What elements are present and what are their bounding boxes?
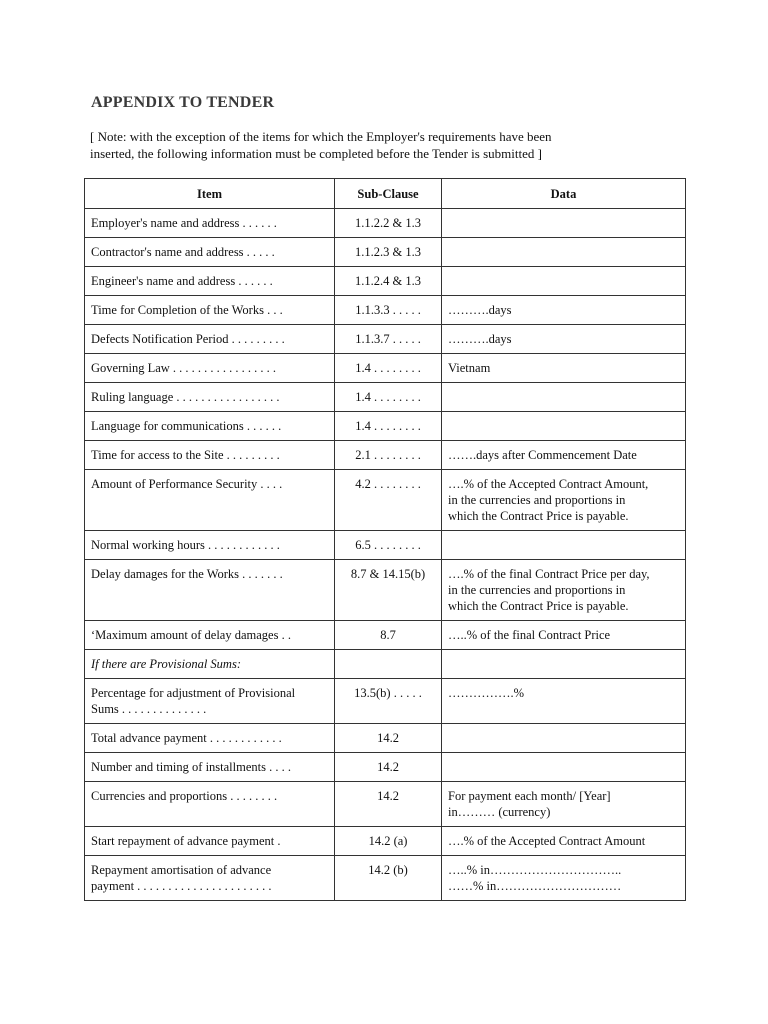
header-sub-clause: Sub-Clause: [335, 179, 442, 209]
item-cell: [85, 470, 335, 531]
item-text: Contractor's name and address . . . . .: [91, 245, 275, 259]
table-row: [85, 753, 686, 782]
sub-clause-cell: 1.4 . . . . . . . .: [335, 354, 442, 383]
tender-note: [90, 128, 650, 162]
data-text: ……% in…………………………: [448, 879, 622, 893]
item-cell: [85, 753, 335, 782]
table-row: [85, 470, 686, 531]
data-cell: [442, 560, 686, 621]
sub-clause-cell: 1.4 . . . . . . . .: [335, 383, 442, 412]
data-text: …..% of the final Contract Price: [448, 628, 611, 642]
table-row: [85, 650, 686, 679]
item-cell: [85, 267, 335, 296]
sub-clause-cell: 1.1.3.7 . . . . .: [335, 325, 442, 354]
item-text: If there are Provisional Sums:: [91, 657, 241, 671]
data-cell: [442, 325, 686, 354]
item-cell: [85, 296, 335, 325]
table-row: [85, 354, 686, 383]
table-body: [85, 209, 686, 901]
data-text: ….% of the Accepted Contract Amount: [448, 834, 646, 848]
sub-clause-cell: 8.7 & 14.15(b): [335, 560, 442, 621]
data-text: ….% of the Accepted Contract Amount,: [448, 477, 649, 491]
item-text: Repayment amortisation of advance: [91, 863, 272, 877]
table-row: [85, 560, 686, 621]
data-cell: [442, 383, 686, 412]
data-text: For payment each month/ [Year]: [448, 789, 611, 803]
item-cell: [85, 724, 335, 753]
data-text: ….% of the final Contract Price per day,: [448, 567, 650, 581]
data-cell: [442, 724, 686, 753]
item-text: Language for communications . . . . . .: [91, 419, 282, 433]
item-cell: [85, 209, 335, 238]
note-line-2: inserted, the following information must be completed before the Tender is submitted ]: [90, 146, 542, 161]
appendix-table: [84, 178, 686, 901]
item-cell: [85, 856, 335, 901]
table-row: [85, 531, 686, 560]
table-row: [85, 782, 686, 827]
table-row: [85, 412, 686, 441]
table-row: [85, 296, 686, 325]
data-text: in……… (currency): [448, 805, 551, 819]
item-cell: [85, 679, 335, 724]
item-text: Governing Law . . . . . . . . . . . . . . . . .: [91, 361, 277, 375]
item-text: Time for Completion of the Works . . .: [91, 303, 283, 317]
sub-clause-cell: 4.2 . . . . . . . .: [335, 470, 442, 531]
data-cell: [442, 621, 686, 650]
sub-clause-cell: 1.1.2.4 & 1.3: [335, 267, 442, 296]
data-cell: [442, 753, 686, 782]
data-text: ……….days: [448, 332, 512, 346]
sub-clause-cell: 14.2: [335, 782, 442, 827]
sub-clause-cell: 14.2: [335, 724, 442, 753]
item-text: Normal working hours . . . . . . . . . . . .: [91, 538, 280, 552]
data-cell: [442, 296, 686, 325]
item-text: Sums . . . . . . . . . . . . . .: [91, 702, 207, 716]
data-cell: [442, 856, 686, 901]
header-item: Item: [85, 179, 335, 209]
item-text: ‘Maximum amount of delay damages . .: [91, 628, 291, 642]
sub-clause-cell: [335, 650, 442, 679]
data-text: which the Contract Price is payable.: [448, 599, 629, 613]
table-header-row: [85, 179, 686, 209]
table-row: [85, 856, 686, 901]
sub-clause-cell: 2.1 . . . . . . . .: [335, 441, 442, 470]
table-row: [85, 238, 686, 267]
table-row: [85, 679, 686, 724]
item-text: Number and timing of installments . . . .: [91, 760, 291, 774]
item-cell: [85, 441, 335, 470]
data-text: ……….days: [448, 303, 512, 317]
item-cell: [85, 650, 335, 679]
item-cell: [85, 412, 335, 441]
item-text: Currencies and proportions . . . . . . . .: [91, 789, 278, 803]
sub-clause-cell: 13.5(b) . . . . .: [335, 679, 442, 724]
data-cell: [442, 354, 686, 383]
data-cell: [442, 238, 686, 267]
data-text: which the Contract Price is payable.: [448, 509, 629, 523]
item-text: Engineer's name and address . . . . . .: [91, 274, 273, 288]
data-cell: [442, 470, 686, 531]
sub-clause-cell: 1.4 . . . . . . . .: [335, 412, 442, 441]
item-cell: [85, 383, 335, 412]
table-row: [85, 441, 686, 470]
data-text: …..% in…………………………..: [448, 863, 622, 877]
table-row: [85, 383, 686, 412]
item-text: Amount of Performance Security . . . .: [91, 477, 283, 491]
table-row: [85, 621, 686, 650]
item-cell: [85, 621, 335, 650]
data-text: …….days after Commencement Date: [448, 448, 637, 462]
sub-clause-cell: 14.2 (b): [335, 856, 442, 901]
item-text: Delay damages for the Works . . . . . . .: [91, 567, 283, 581]
sub-clause-cell: 6.5 . . . . . . . .: [335, 531, 442, 560]
sub-clause-cell: 14.2: [335, 753, 442, 782]
table-row: [85, 325, 686, 354]
data-text: in the currencies and proportions in: [448, 493, 626, 507]
table-row: [85, 267, 686, 296]
data-text: in the currencies and proportions in: [448, 583, 626, 597]
data-cell: [442, 441, 686, 470]
item-text: Defects Notification Period . . . . . . . . .: [91, 332, 285, 346]
data-cell: [442, 531, 686, 560]
item-text: Total advance payment . . . . . . . . . . . .: [91, 731, 282, 745]
item-text: Time for access to the Site . . . . . . . . .: [91, 448, 280, 462]
data-cell: [442, 650, 686, 679]
data-cell: [442, 679, 686, 724]
item-cell: [85, 782, 335, 827]
item-cell: [85, 560, 335, 621]
item-text: Percentage for adjustment of Provisional: [91, 686, 296, 700]
sub-clause-cell: 1.1.2.3 & 1.3: [335, 238, 442, 267]
item-text: Start repayment of advance payment .: [91, 834, 281, 848]
data-cell: [442, 209, 686, 238]
data-cell: [442, 782, 686, 827]
item-cell: [85, 531, 335, 560]
sub-clause-cell: 14.2 (a): [335, 827, 442, 856]
sub-clause-cell: 1.1.3.3 . . . . .: [335, 296, 442, 325]
table-row: [85, 827, 686, 856]
sub-clause-cell: 8.7: [335, 621, 442, 650]
sub-clause-cell: 1.1.2.2 & 1.3: [335, 209, 442, 238]
data-cell: [442, 827, 686, 856]
document-title: APPENDIX TO TENDER: [91, 94, 275, 111]
item-cell: [85, 354, 335, 383]
table-row: [85, 209, 686, 238]
item-cell: [85, 827, 335, 856]
data-text: …………….%: [448, 686, 525, 700]
data-cell: [442, 412, 686, 441]
item-text: Ruling language . . . . . . . . . . . . . . . . .: [91, 390, 280, 404]
note-line-1: [ Note: with the exception of the items for which the Employer's requirements have been: [90, 129, 552, 144]
item-text: payment . . . . . . . . . . . . . . . . . . . . . .: [91, 879, 272, 893]
header-data: Data: [442, 179, 686, 209]
item-text: Employer's name and address . . . . . .: [91, 216, 277, 230]
item-cell: [85, 238, 335, 267]
table-row: [85, 724, 686, 753]
data-text: Vietnam: [448, 361, 491, 375]
item-cell: [85, 325, 335, 354]
data-cell: [442, 267, 686, 296]
